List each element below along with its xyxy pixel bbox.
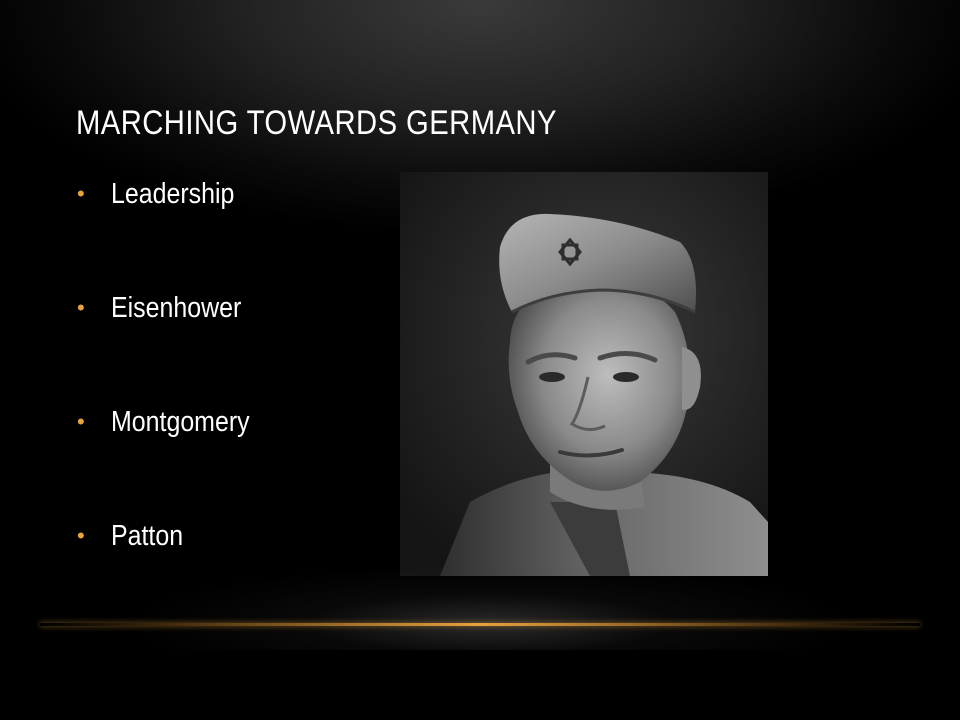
bullet-icon: •: [77, 523, 85, 548]
bullet-icon: •: [77, 181, 85, 206]
bullet-text: Montgomery: [111, 406, 250, 438]
slide-title: MARCHING TOWARDS GERMANY: [76, 104, 557, 142]
bullet-item: [76, 398, 272, 512]
floor-glow: [0, 560, 960, 650]
portrait-illustration: [400, 172, 768, 576]
floor-accent-line: [40, 623, 920, 626]
bullet-text: Leadership: [111, 178, 235, 210]
bullet-item: [76, 170, 272, 284]
bullet-icon: •: [77, 295, 85, 320]
bullet-icon: •: [77, 409, 85, 434]
bullet-item: [76, 284, 272, 398]
bullet-text: Eisenhower: [111, 292, 242, 324]
bullet-text: Patton: [111, 520, 184, 552]
portrait-photo: [400, 172, 768, 576]
bullet-list: [76, 170, 272, 626]
